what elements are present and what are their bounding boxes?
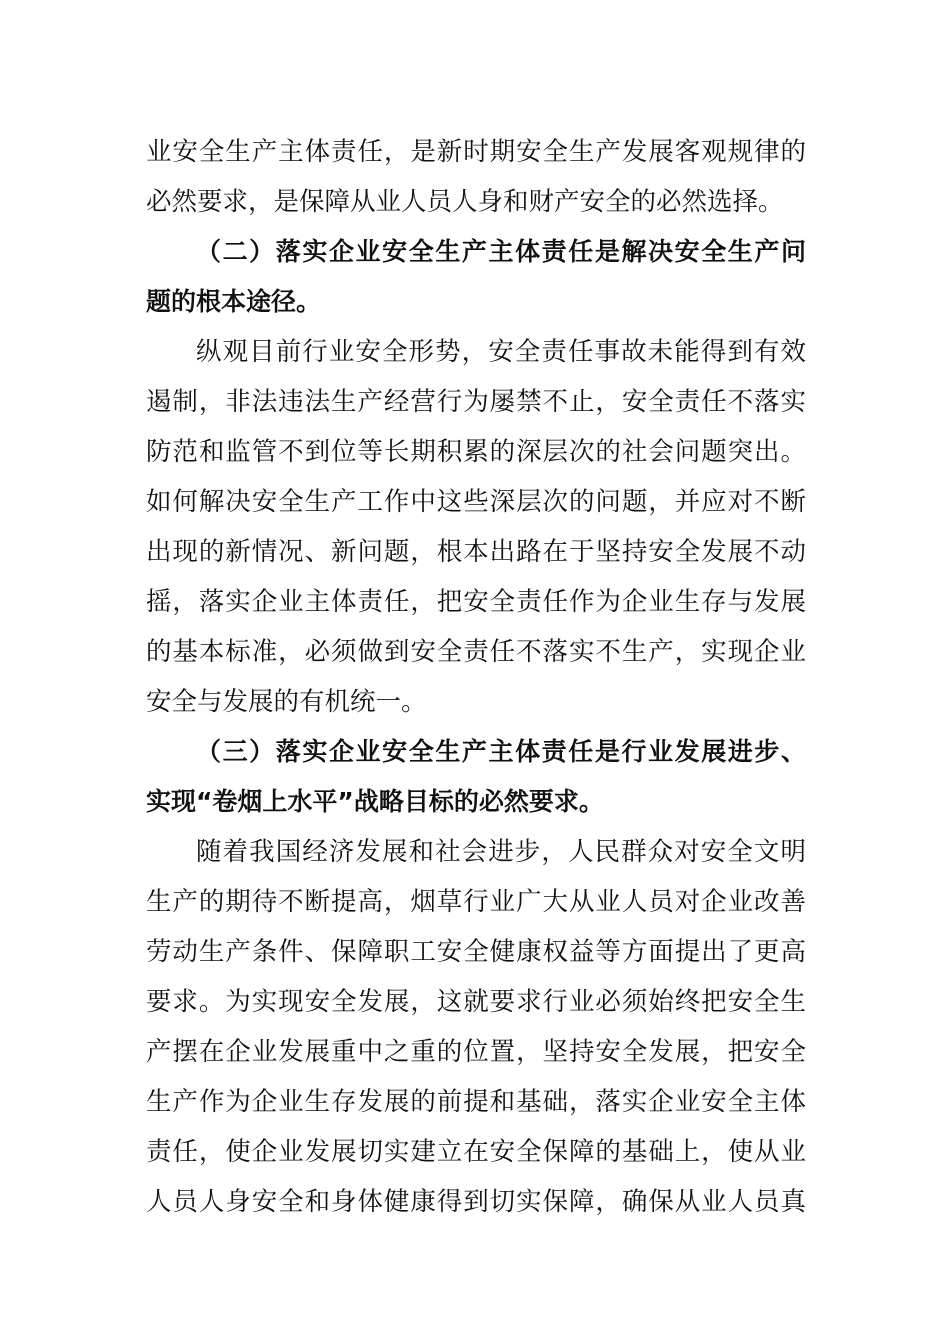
paragraph-line: 人员人身安全和身体健康得到切实保障，确保从业人员真 bbox=[146, 1187, 806, 1217]
paragraph-line: 如何解决安全生产工作中这些深层次的问题，并应对不断 bbox=[146, 487, 806, 517]
paragraph-line: 产摆在企业发展重中之重的位置，坚持安全发展，把安全 bbox=[146, 1037, 806, 1067]
section-heading-line: （三）落实企业安全生产主体责任是行业发展进步、 bbox=[196, 737, 806, 766]
paragraph-line: 遏制，非法违法生产经营行为屡禁不止，安全责任不落实 bbox=[146, 387, 806, 417]
paragraph-line: 出现的新情况、新问题，根本出路在于坚持安全发展不动 bbox=[146, 537, 806, 567]
paragraph-line: 业安全生产主体责任，是新时期安全生产发展客观规律的 bbox=[146, 137, 806, 167]
paragraph-line: 防范和监管不到位等长期积累的深层次的社会问题突出。 bbox=[146, 437, 806, 467]
section-heading-line: 题的根本途径。 bbox=[146, 287, 322, 316]
paragraph-line: 的基本标准，必须做到安全责任不落实不生产，实现企业 bbox=[146, 637, 806, 667]
paragraph-line: 要求。为实现安全发展，这就要求行业必须始终把安全生 bbox=[146, 987, 806, 1017]
paragraph-line: 生产作为企业生存发展的前提和基础，落实企业安全主体 bbox=[146, 1087, 806, 1117]
paragraph-line: 安全与发展的有机统一。 bbox=[146, 687, 427, 717]
section-heading-line: （二）落实企业安全生产主体责任是解决安全生产问 bbox=[196, 237, 806, 266]
paragraph-line: 随着我国经济发展和社会进步，人民群众对安全文明 bbox=[196, 837, 806, 867]
paragraph-line: 责任，使企业发展切实建立在安全保障的基础上，使从业 bbox=[146, 1137, 806, 1167]
paragraph-line: 纵观目前行业安全形势，安全责任事故未能得到有效 bbox=[196, 337, 806, 367]
paragraph-line: 必然要求，是保障从业人员人身和财产安全的必然选择。 bbox=[146, 187, 784, 217]
section-heading-line: 实现“卷烟上水平”战略目标的必然要求。 bbox=[146, 787, 604, 816]
paragraph-line: 摇，落实企业主体责任，把安全责任作为企业生存与发展 bbox=[146, 587, 806, 617]
paragraph-line: 劳动生产条件、保障职工安全健康权益等方面提出了更高 bbox=[146, 937, 806, 967]
paragraph-line: 生产的期待不断提高，烟草行业广大从业人员对企业改善 bbox=[146, 887, 806, 917]
